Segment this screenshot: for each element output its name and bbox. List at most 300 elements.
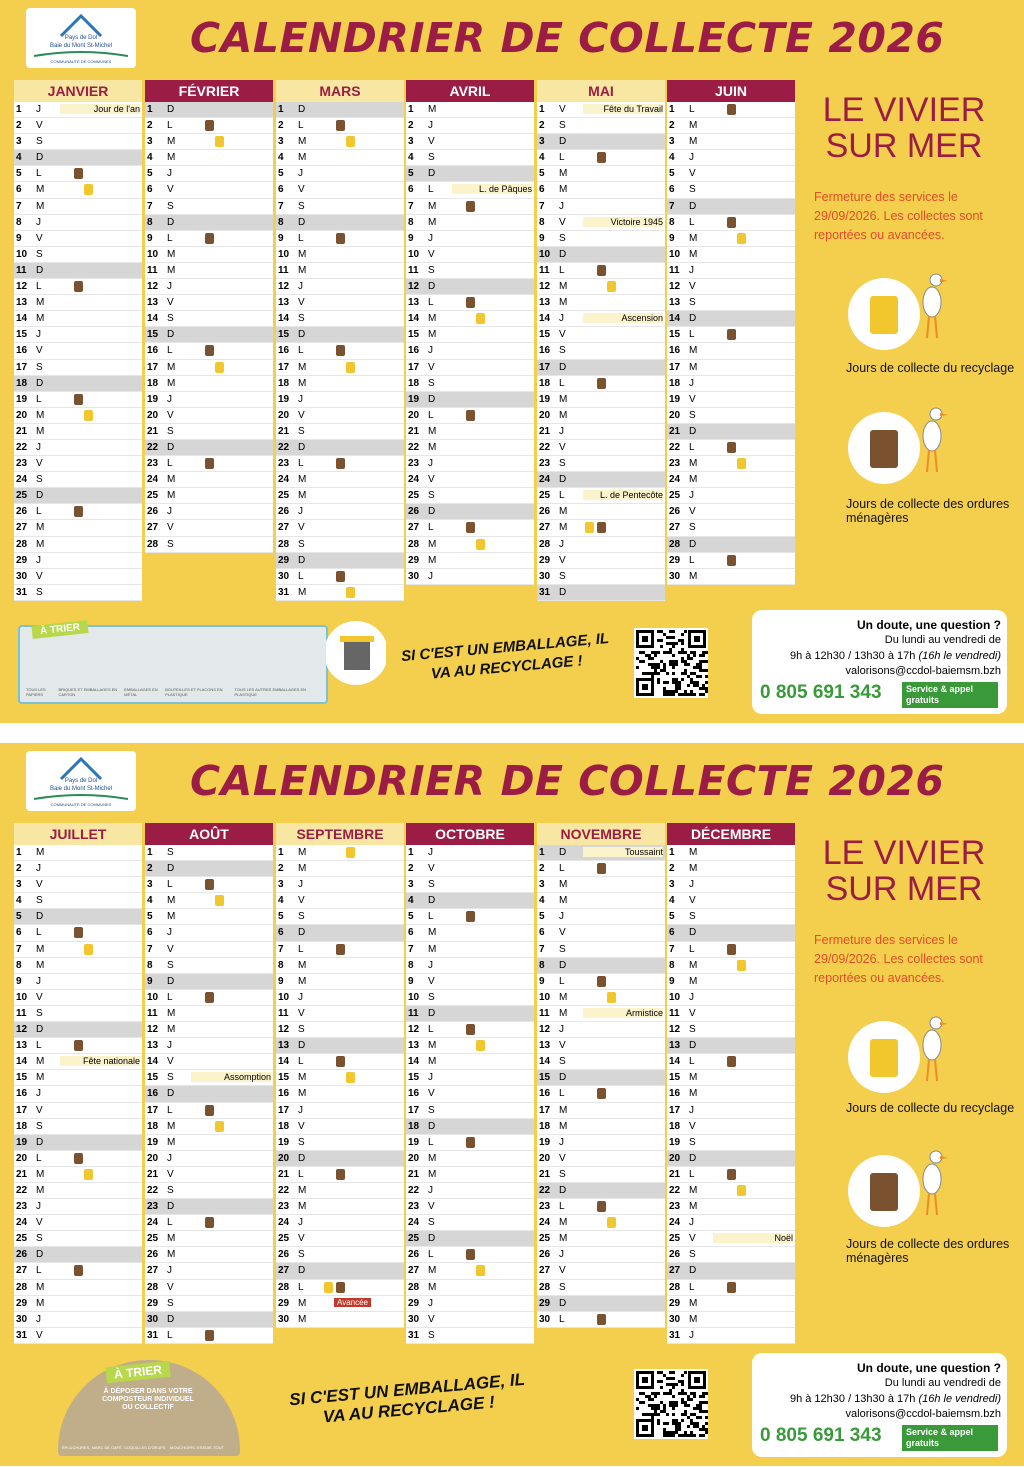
day-number: 28 (147, 1281, 159, 1293)
day-row (145, 537, 273, 553)
weekday-letter: V (36, 1104, 43, 1116)
weekday-letter: V (167, 1281, 174, 1293)
contact-hours-note: (16h le vendredi) (918, 1393, 1001, 1405)
waste-collection-icon (466, 911, 475, 922)
day-row (276, 182, 404, 198)
day-row (14, 150, 142, 166)
day-row (667, 1312, 795, 1328)
day-row (537, 990, 665, 1006)
weekday-letter: M (559, 506, 568, 518)
weekday-letter: J (428, 570, 433, 582)
day-row (276, 569, 404, 585)
weekday-letter: L (689, 1168, 695, 1180)
waste-collection-icon (205, 1330, 214, 1341)
day-number: 7 (408, 943, 414, 955)
weekday-letter: D (428, 506, 436, 518)
day-number: 8 (408, 959, 414, 971)
qr-code[interactable] (634, 1369, 708, 1439)
weekday-letter: J (36, 104, 41, 115)
weekday-letter: D (298, 329, 306, 341)
day-row (667, 1022, 795, 1038)
day-row (537, 861, 665, 877)
weekday-letter: L (689, 943, 695, 955)
day-row (145, 974, 273, 990)
day-number: 1 (408, 104, 414, 115)
weekday-letter: S (689, 522, 696, 534)
weekday-letter: D (167, 975, 175, 987)
weekday-letter: M (167, 136, 176, 148)
weekday-letter: V (36, 570, 43, 582)
day-number: 26 (539, 1249, 551, 1261)
day-number: 30 (539, 570, 551, 582)
weekday-letter: L (298, 943, 304, 955)
day-number: 19 (147, 1136, 159, 1148)
weekday-letter: S (36, 361, 43, 373)
day-row (276, 845, 404, 861)
weekday-letter: J (167, 506, 172, 518)
day-row (276, 1231, 404, 1247)
day-number: 22 (16, 441, 28, 453)
day-number: 25 (669, 490, 681, 502)
day-row (406, 150, 534, 166)
weekday-letter: L (167, 345, 173, 357)
month-header: NOVEMBRE (537, 823, 665, 845)
weekday-letter: V (167, 522, 174, 534)
day-row (406, 1070, 534, 1086)
day-number: 11 (278, 1007, 289, 1019)
weekday-letter: J (298, 1104, 303, 1116)
weekday-letter: M (36, 538, 45, 550)
day-row (145, 279, 273, 295)
day-number: 14 (278, 1056, 290, 1068)
day-number: 20 (669, 409, 681, 421)
day-row (537, 488, 665, 504)
month-3 (276, 80, 404, 601)
day-row (276, 925, 404, 941)
contact-question: Un doute, une question ? (857, 618, 1001, 632)
weekday-letter: L (298, 345, 304, 357)
weekday-letter: M (428, 441, 437, 453)
recycling-collection-icon (346, 847, 355, 858)
day-number: 19 (669, 1136, 681, 1148)
weekday-letter: J (167, 927, 172, 939)
contact-phone[interactable]: 0 805 691 343 (760, 1425, 882, 1446)
day-row (145, 343, 273, 359)
day-number: 21 (278, 1168, 290, 1180)
weekday-letter: D (689, 313, 697, 325)
day-number: 25 (539, 490, 551, 502)
day-number: 13 (669, 297, 681, 309)
recycling-collection-icon (585, 522, 594, 533)
holiday-label: Fête nationale (60, 1056, 140, 1066)
weekday-letter: M (298, 975, 307, 987)
weekday-letter: S (559, 570, 566, 582)
day-number: 24 (278, 474, 290, 486)
weekday-letter: M (167, 377, 176, 389)
day-number: 20 (539, 1152, 551, 1164)
day-number: 17 (669, 361, 681, 373)
day-row (667, 1151, 795, 1167)
page-title: CALENDRIER DE COLLECTE 2026 (190, 14, 945, 62)
contact-email[interactable]: valorisons@ccdol-baiemsm.bzh (845, 665, 1001, 677)
day-number: 11 (147, 1007, 158, 1019)
day-number: 24 (539, 474, 551, 486)
day-row (537, 1199, 665, 1215)
day-number: 23 (147, 458, 159, 470)
weekday-letter: S (428, 264, 435, 276)
weekday-letter: V (559, 216, 566, 228)
weekday-letter: M (36, 1281, 45, 1293)
day-number: 26 (147, 1249, 159, 1261)
day-number: 6 (16, 927, 22, 939)
day-row (14, 134, 142, 150)
weekday-letter: M (689, 1184, 698, 1196)
weekday-letter: V (428, 975, 435, 987)
day-number: 1 (147, 104, 153, 115)
contact-days: Du lundi au vendredi de (884, 1377, 1001, 1389)
day-number: 17 (408, 1104, 420, 1116)
day-number: 27 (408, 522, 420, 534)
weekday-letter: L (298, 1281, 304, 1293)
weekday-letter: M (167, 1136, 176, 1148)
weekday-letter: M (689, 474, 698, 486)
weekday-letter: L (36, 1040, 42, 1052)
waste-collection-icon (466, 522, 475, 533)
month-header: AOÛT (145, 823, 273, 845)
day-row (537, 1312, 665, 1328)
waste-collection-icon (336, 944, 345, 955)
day-number: 25 (408, 490, 420, 502)
waste-collection-icon (597, 152, 606, 163)
day-row (14, 1086, 142, 1102)
weekday-letter: L (559, 377, 565, 389)
weekday-letter: J (36, 863, 41, 875)
weekday-letter: M (428, 313, 437, 325)
day-row (537, 958, 665, 974)
waste-collection-icon (727, 944, 736, 955)
weekday-letter: V (36, 1329, 43, 1341)
weekday-letter: S (298, 425, 305, 437)
month-8 (145, 823, 273, 1344)
contact-email[interactable]: valorisons@ccdol-baiemsm.bzh (845, 1408, 1001, 1420)
weekday-letter: D (167, 1088, 175, 1100)
day-row (406, 990, 534, 1006)
day-number: 24 (147, 474, 159, 486)
day-number: 19 (16, 1136, 28, 1148)
day-number: 16 (669, 345, 681, 357)
waste-collection-icon (205, 120, 214, 131)
day-row (406, 1038, 534, 1054)
weekday-letter: J (689, 1104, 694, 1116)
day-number: 22 (539, 441, 551, 453)
day-number: 28 (669, 1281, 681, 1293)
weekday-letter: M (428, 943, 437, 955)
day-row (276, 247, 404, 263)
community-logo (26, 751, 136, 811)
day-number: 29 (16, 554, 28, 566)
weekday-letter: L (298, 120, 304, 132)
weekday-letter: L (689, 216, 695, 228)
day-number: 23 (669, 458, 681, 470)
day-number: 11 (408, 264, 419, 276)
day-number: 12 (408, 1024, 420, 1036)
day-number: 28 (16, 538, 28, 550)
day-row (537, 263, 665, 279)
day-number: 2 (408, 120, 414, 132)
day-number: 9 (16, 975, 22, 987)
day-number: 19 (278, 1136, 290, 1148)
weekday-letter: S (689, 297, 696, 309)
weekday-letter: M (298, 847, 307, 858)
day-number: 9 (539, 232, 545, 244)
weekday-letter: S (689, 1024, 696, 1036)
closure-notice: Fermeture des services le 29/09/2026. Les collectes sont reportées ou avancées. (814, 190, 983, 242)
day-number: 11 (539, 264, 550, 276)
day-number: 22 (278, 441, 290, 453)
waste-collection-icon (205, 458, 214, 469)
day-number: 17 (408, 361, 420, 373)
closure-notice: Fermeture des services le 29/09/2026. Les collectes sont reportées ou avancées. (814, 933, 983, 985)
day-number: 7 (278, 200, 284, 212)
day-row (14, 1038, 142, 1054)
day-number: 11 (669, 264, 680, 276)
day-number: 27 (539, 1265, 551, 1277)
day-row (14, 1135, 142, 1151)
weekday-letter: J (36, 975, 41, 987)
day-row (14, 1006, 142, 1022)
day-row (667, 247, 795, 263)
day-row (537, 199, 665, 215)
day-number: 10 (278, 991, 290, 1003)
day-row (406, 1135, 534, 1151)
weekday-letter: V (167, 184, 174, 196)
day-number: 16 (539, 345, 551, 357)
day-number: 7 (539, 943, 545, 955)
day-number: 2 (408, 863, 414, 875)
day-row (667, 1280, 795, 1296)
day-row (537, 845, 665, 861)
day-row (406, 456, 534, 472)
contact-phone[interactable]: 0 805 691 343 (760, 682, 882, 703)
day-number: 2 (539, 120, 545, 132)
day-row (145, 504, 273, 520)
weekday-letter: M (167, 911, 176, 923)
day-row (14, 1263, 142, 1279)
day-number: 31 (408, 1329, 420, 1341)
day-row (406, 134, 534, 150)
weekday-letter: J (689, 377, 694, 389)
day-row (406, 537, 534, 553)
weekday-letter: D (36, 1024, 44, 1036)
day-number: 11 (16, 264, 27, 276)
day-number: 2 (669, 120, 675, 132)
day-number: 5 (147, 911, 153, 923)
weekday-letter: M (36, 1297, 45, 1309)
weekday-letter: J (298, 1217, 303, 1229)
day-number: 22 (16, 1184, 28, 1196)
day-row (145, 1070, 273, 1086)
day-number: 14 (278, 313, 290, 325)
day-row (537, 424, 665, 440)
day-row (406, 247, 534, 263)
weekday-letter: M (559, 879, 568, 891)
weekday-letter: M (167, 1120, 176, 1132)
day-row (406, 182, 534, 198)
day-number: 21 (539, 425, 551, 437)
day-row (14, 1215, 142, 1231)
day-number: 29 (278, 1297, 290, 1309)
day-number: 8 (669, 216, 675, 228)
weekday-letter: S (167, 313, 174, 325)
day-row (145, 134, 273, 150)
logo-line-1: Pays de Dol (64, 35, 98, 41)
day-row (537, 1280, 665, 1296)
day-number: 12 (539, 281, 551, 293)
day-row (406, 472, 534, 488)
day-number: 29 (539, 554, 551, 566)
day-row (406, 942, 534, 958)
weekday-letter: V (689, 393, 696, 405)
weekday-letter: J (689, 991, 694, 1003)
weekday-letter: V (36, 232, 43, 244)
slogan: SI C'EST UN EMBALLAGE, IL VA AU RECYCLAGE ! (288, 1369, 526, 1427)
weekday-letter: S (36, 1120, 43, 1132)
sorting-item: TOUS LES AUTRES EMBALLAGES EN PLASTIQUE (234, 687, 307, 697)
qr-code[interactable] (634, 628, 708, 698)
day-number: 31 (539, 586, 551, 598)
day-number: 24 (669, 474, 681, 486)
day-row (14, 1231, 142, 1247)
day-row (667, 1263, 795, 1279)
day-row (145, 1167, 273, 1183)
day-number: 23 (278, 1201, 290, 1213)
day-row (276, 118, 404, 134)
day-number: 4 (539, 895, 545, 907)
day-number: 27 (278, 1265, 290, 1277)
day-number: 17 (278, 361, 290, 373)
day-row (667, 1054, 795, 1070)
day-row (406, 1103, 534, 1119)
weekday-letter: L (689, 441, 695, 453)
weekday-letter: V (298, 184, 305, 196)
weekday-letter: J (36, 1088, 41, 1100)
day-row (537, 247, 665, 263)
day-row (145, 263, 273, 279)
day-row (14, 877, 142, 893)
weekday-letter: S (298, 200, 305, 212)
day-number: 5 (16, 911, 22, 923)
day-row (276, 1006, 404, 1022)
weekday-letter: S (428, 490, 435, 502)
weekday-letter: M (298, 152, 307, 164)
day-row (537, 877, 665, 893)
weekday-letter: M (689, 136, 698, 148)
month-header: JUILLET (14, 823, 142, 845)
day-number: 21 (539, 1168, 551, 1180)
day-number: 11 (669, 1007, 680, 1019)
weekday-letter: S (167, 1297, 174, 1309)
day-row (537, 1038, 665, 1054)
weekday-letter: S (559, 1056, 566, 1068)
weekday-letter: J (298, 393, 303, 405)
day-row (276, 553, 404, 569)
free-service-badge: Service & appel gratuits (902, 682, 998, 708)
day-number: 7 (147, 943, 153, 955)
weekday-letter: M (559, 281, 568, 293)
month-1 (14, 80, 142, 601)
weekday-letter: V (559, 1265, 566, 1277)
day-row (406, 845, 534, 861)
day-number: 20 (539, 409, 551, 421)
weekday-letter: J (36, 1201, 41, 1213)
day-number: 15 (669, 329, 681, 341)
day-number: 12 (278, 281, 290, 293)
day-number: 10 (147, 991, 159, 1003)
calendar-page-2 (0, 743, 1024, 1466)
weekday-letter: M (298, 863, 307, 875)
day-row (14, 893, 142, 909)
day-row (276, 215, 404, 231)
day-row (276, 1167, 404, 1183)
weekday-letter: L (428, 911, 434, 923)
weekday-letter: S (559, 1168, 566, 1180)
weekday-letter: D (559, 474, 567, 486)
recycling-collection-icon (215, 362, 224, 373)
day-row (667, 958, 795, 974)
day-number: 26 (669, 506, 681, 518)
waste-collection-icon (727, 1056, 736, 1067)
day-row (667, 1183, 795, 1199)
day-number: 24 (669, 1217, 681, 1229)
day-row (145, 909, 273, 925)
day-number: 15 (539, 1072, 551, 1084)
weekday-letter: M (298, 1297, 307, 1309)
day-row (276, 1247, 404, 1263)
weekday-letter: L (559, 1313, 565, 1325)
day-row (537, 472, 665, 488)
month-11 (537, 823, 665, 1328)
day-row (14, 1070, 142, 1086)
weekday-letter: M (298, 136, 307, 148)
weekday-letter: M (298, 264, 307, 276)
day-row (537, 327, 665, 343)
weekday-letter: D (298, 927, 306, 939)
compost-item: MOUCHOIRS, ESSUIE-TOUT (170, 1445, 224, 1450)
day-number: 5 (408, 168, 414, 180)
day-number: 26 (16, 506, 28, 518)
day-row (667, 537, 795, 553)
day-number: 8 (147, 959, 153, 971)
day-row (537, 376, 665, 392)
weekday-letter: M (689, 361, 698, 373)
day-row (276, 456, 404, 472)
day-number: 4 (147, 152, 153, 164)
day-number: 17 (278, 1104, 290, 1116)
day-number: 20 (16, 409, 28, 421)
day-number: 14 (16, 313, 28, 325)
weekday-letter: J (428, 1297, 433, 1309)
weekday-letter: V (167, 1056, 174, 1068)
day-row (537, 893, 665, 909)
day-number: 10 (669, 991, 681, 1003)
waste-collection-icon (597, 522, 606, 533)
day-row (14, 456, 142, 472)
day-row (406, 1086, 534, 1102)
day-row (276, 279, 404, 295)
day-number: 3 (669, 136, 675, 148)
weekday-letter: M (36, 943, 45, 955)
day-row (276, 974, 404, 990)
